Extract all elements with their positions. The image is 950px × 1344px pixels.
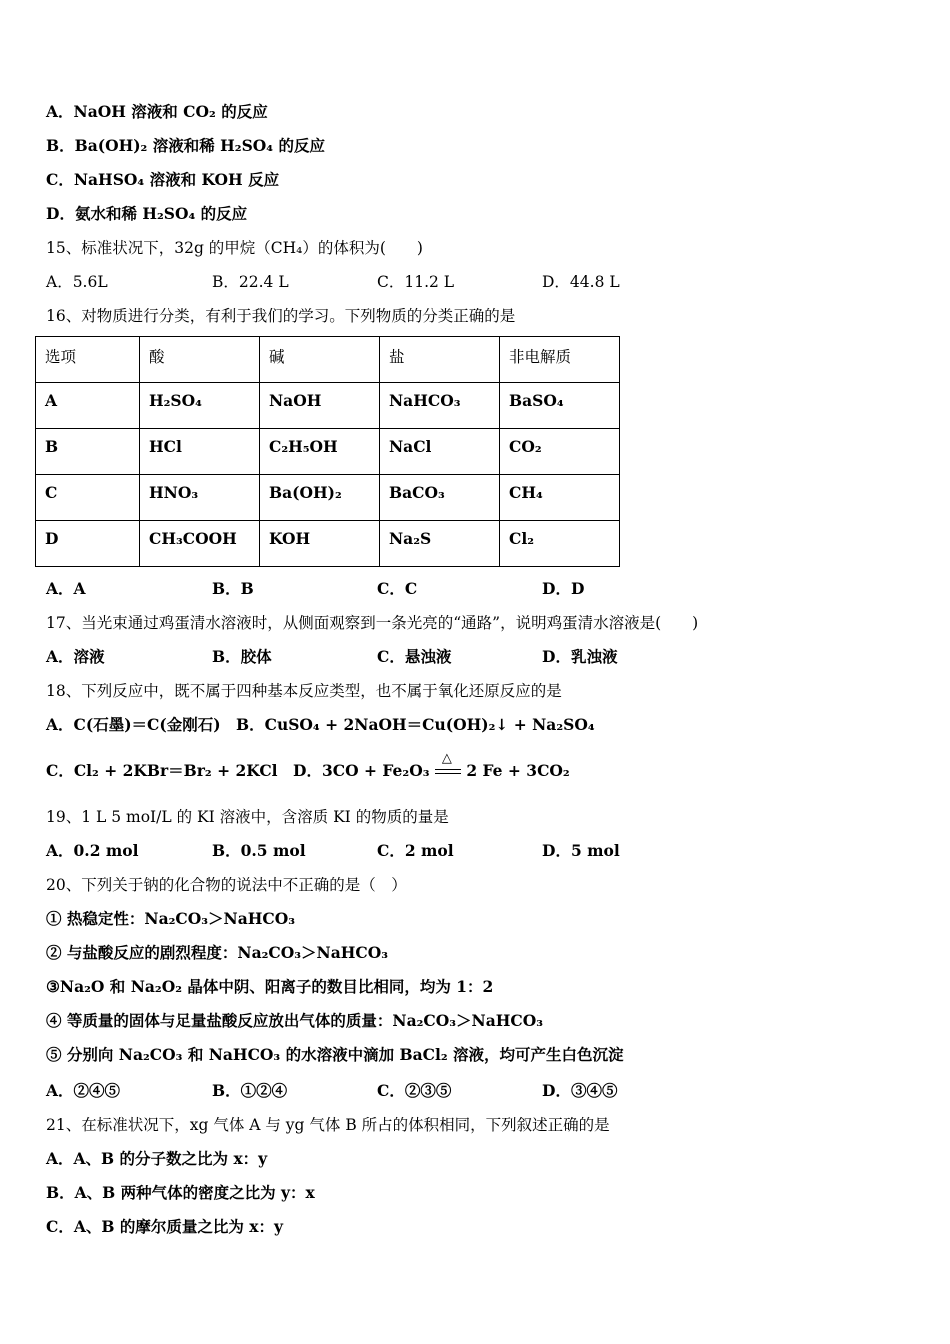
q15-option-a: A．5.6L [46, 273, 108, 291]
q20-item-5: ⑤ 分别向 Na₂CO₃ 和 NaHCO₃ 的水溶液中滴加 BaCl₂ 溶液，均可产生白色沉淀 [46, 1045, 624, 1064]
q15-option-b: B．22.4 L [212, 273, 289, 291]
table-header-cell: 酸 [140, 337, 260, 383]
equal-bar-top [435, 769, 461, 770]
q16-option-b: B．B [212, 579, 254, 598]
table-cell: Ba(OH)₂ [260, 475, 380, 521]
q20-item-4: ④ 等质量的固体与足量盐酸反应放出气体的质量：Na₂CO₃＞NaHCO₃ [46, 1011, 544, 1030]
table-header-cell: 盐 [380, 337, 500, 383]
table-cell: D [36, 521, 140, 567]
q14-option-a: A．NaOH 溶液和 CO₂ 的反应 [46, 102, 268, 121]
table-cell: CH₃COOH [140, 521, 260, 567]
table-cell: C [36, 475, 140, 521]
table-cell: B [36, 429, 140, 475]
table-header-cell: 选项 [36, 337, 140, 383]
table-row [36, 521, 620, 567]
q18-options-ab: A．C(石墨)＝C(金刚石) B．CuSO₄ + 2NaOH＝Cu(OH)₂↓ + Na₂SO₄ [46, 715, 595, 734]
q17-option-d: D．乳浊液 [542, 647, 618, 666]
q19-option-d: D．5 mol [542, 841, 620, 860]
q21-option-a: A．A、B 的分子数之比为 x：y [46, 1149, 268, 1168]
q20-item-1: ① 热稳定性：Na₂CO₃＞NaHCO₃ [46, 909, 296, 928]
classification-table [35, 336, 620, 567]
q16-option-d: D．D [542, 579, 585, 598]
q17-option-a: A．溶液 [46, 647, 105, 666]
q20-stem: 20、下列关于钠的化合物的说法中不正确的是（ ） [46, 876, 407, 894]
table-cell: H₂SO₄ [140, 383, 260, 429]
q17-stem: 17、当光束通过鸡蛋清水溶液时，从侧面观察到一条光亮的“通路”，说明鸡蛋清水溶液是( ) [46, 614, 699, 632]
table-cell: Cl₂ [500, 521, 620, 567]
table-row [36, 475, 620, 521]
table-cell: CH₄ [500, 475, 620, 521]
table-cell: NaCl [380, 429, 500, 475]
q20-option-b: B．①②④ [212, 1081, 288, 1100]
table-cell: BaCO₃ [380, 475, 500, 521]
table-header-cell: 非电解质 [500, 337, 620, 383]
q15-stem: 15、标准状况下，32g 的甲烷（CH₄）的体积为( ) [46, 239, 423, 257]
table-cell: BaSO₄ [500, 383, 620, 429]
q15-option-c: C．11.2 L [377, 273, 455, 291]
q17-option-b: B．胶体 [212, 647, 272, 666]
q19-option-c: C．2 mol [377, 841, 454, 860]
q21-option-b: B．A、B 两种气体的密度之比为 y：x [46, 1183, 315, 1202]
table-cell: C₂H₅OH [260, 429, 380, 475]
q20-item-2: ② 与盐酸反应的剧烈程度：Na₂CO₃＞NaHCO₃ [46, 943, 389, 962]
q14-option-c: C．NaHSO₄ 溶液和 KOH 反应 [46, 170, 280, 189]
q21-stem: 21、在标准状况下，xg 气体 A 与 yg 气体 B 所占的体积相同，下列叙述正确的是 [46, 1116, 610, 1134]
table-row [36, 429, 620, 475]
q19-option-b: B．0.5 mol [212, 841, 306, 860]
q20-option-d: D．③④⑤ [542, 1081, 618, 1100]
q20-option-c: C．②③⑤ [377, 1081, 452, 1100]
table-cell: HCl [140, 429, 260, 475]
table-cell: CO₂ [500, 429, 620, 475]
q18-option-c-and-d-left: C．Cl₂ + 2KBr＝Br₂ + 2KCl D．3CO + Fe₂O₃ [46, 761, 430, 780]
q18-options-cd [46, 751, 570, 782]
table-cell: KOH [260, 521, 380, 567]
table-header-cell: 碱 [260, 337, 380, 383]
q20-item-3: ③Na₂O 和 Na₂O₂ 晶体中阴、阳离子的数目比相同，均为 1：2 [46, 977, 494, 996]
q19-stem: 19、1 L 5 moI/L 的 KI 溶液中，含溶质 KI 的物质的量是 [46, 808, 449, 826]
table-cell: Na₂S [380, 521, 500, 567]
q17-option-c: C．悬浊液 [377, 647, 452, 666]
q19-option-a: A．0.2 mol [46, 841, 139, 860]
q18-option-d-right: 2 Fe + 3CO₂ [466, 761, 570, 780]
q16-stem: 16、对物质进行分类，有利于我们的学习。下列物质的分类正确的是 [46, 307, 516, 325]
table-row [36, 383, 620, 429]
table-cell: HNO₃ [140, 475, 260, 521]
heating-condition-sign [435, 751, 461, 782]
equal-bar-bottom [435, 773, 461, 774]
table-cell: NaOH [260, 383, 380, 429]
q15-option-d: D．44.8 L [542, 273, 620, 291]
q16-option-c: C．C [377, 579, 418, 598]
q14-option-d: D．氨水和稀 H₂SO₄ 的反应 [46, 204, 248, 223]
q20-option-a: A．②④⑤ [46, 1081, 121, 1100]
heating-triangle-icon: △ [441, 751, 452, 766]
q18-stem: 18、下列反应中，既不属于四种基本反应类型，也不属于氧化还原反应的是 [46, 682, 562, 700]
q21-option-c: C．A、B 的摩尔质量之比为 x：y [46, 1217, 284, 1236]
q16-option-a: A．A [46, 579, 86, 598]
q14-option-b: B．Ba(OH)₂ 溶液和稀 H₂SO₄ 的反应 [46, 136, 325, 155]
table-cell: NaHCO₃ [380, 383, 500, 429]
table-header-row [36, 337, 620, 383]
table-cell: A [36, 383, 140, 429]
